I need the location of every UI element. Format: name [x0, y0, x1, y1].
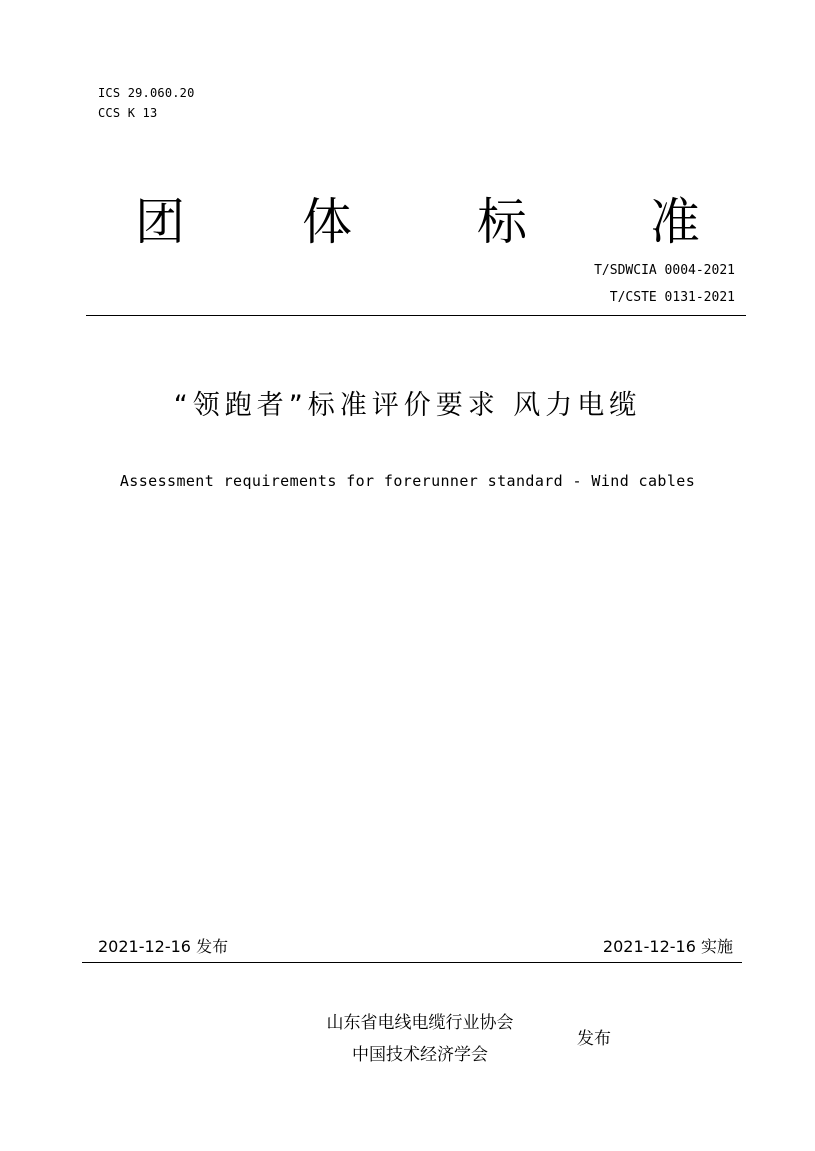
document-title-chinese: “领跑者”标准评价要求 风力电缆 [173, 390, 642, 421]
issuer-organization-1: 山东省电线电缆行业协会 [326, 1013, 514, 1033]
header-divider [86, 315, 746, 316]
standard-code-cste: T/CSTE 0131-2021 [609, 290, 735, 305]
issuer-organization-2: 中国技术经济学会 [352, 1045, 488, 1065]
implement-date: 2021-12-16 实施 [602, 937, 733, 956]
standard-type-char-3: 标 [477, 193, 527, 251]
issue-label: 发布 [577, 1029, 611, 1049]
document-title-english: Assessment requirements for forerunner standard - Wind cables [119, 472, 696, 490]
standard-type-char-2: 体 [302, 193, 352, 251]
ics-code: ICS 29.060.20 [98, 86, 195, 100]
publish-date: 2021-12-16 发布 [98, 937, 229, 956]
standard-code-sdwcia: T/SDWCIA 0004-2021 [594, 263, 735, 278]
standard-type-char-4: 准 [650, 193, 700, 251]
ccs-code: CCS K 13 [98, 106, 158, 120]
standard-type-char-1: 团 [135, 193, 185, 251]
footer-divider [82, 962, 742, 963]
